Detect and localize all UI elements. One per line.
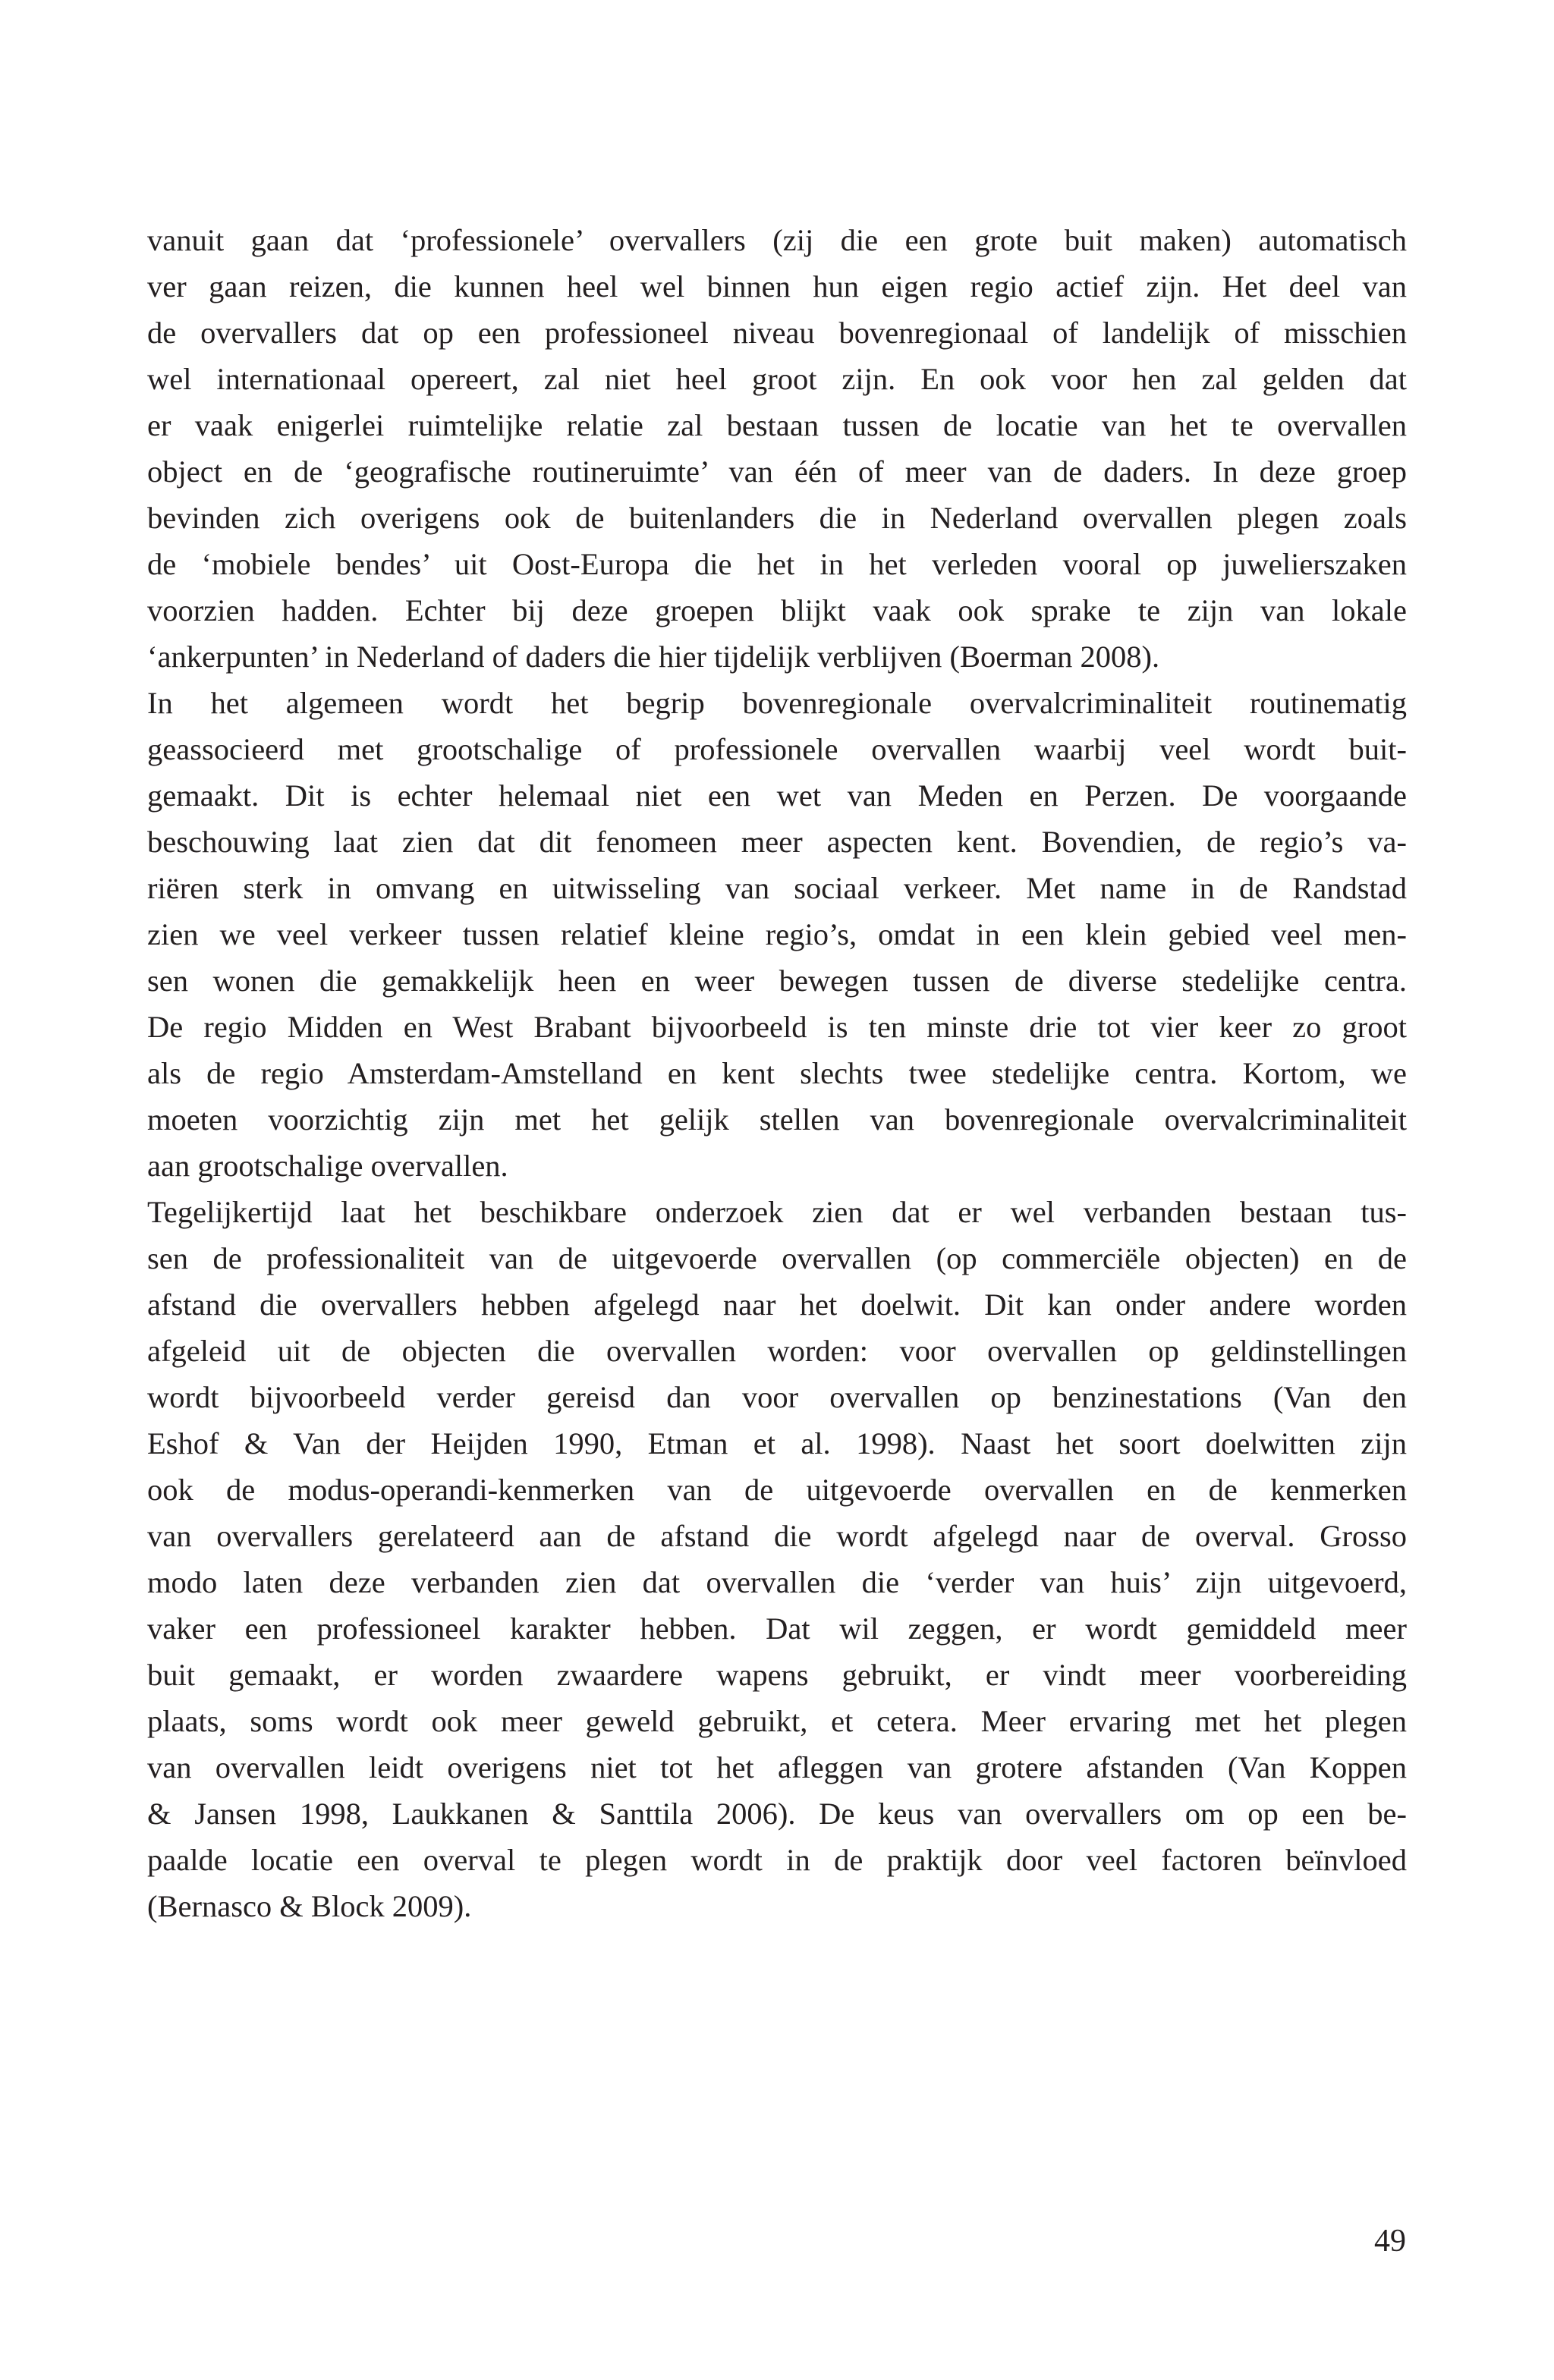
- text-line: Eshof & Van der Heijden 1990, Etman et al. 1998). Naast het soort doelwitten zijn: [147, 1426, 1407, 1460]
- text-line: van overvallers gerelateerd aan de afstand die wordt afgelegd naar de overval. Grosso: [147, 1519, 1407, 1553]
- text-line: de ‘mobiele bendes’ uit Oost-Europa die het in het verleden vooral op juwelierszaken: [147, 547, 1407, 581]
- text-line: object en de ‘geografische routineruimte’ van één of meer van de daders. In deze groep: [147, 454, 1407, 489]
- text-line: buit gemaakt, er worden zwaardere wapens gebruikt, er vindt meer voorbereiding: [147, 1658, 1407, 1692]
- text-line: vanuit gaan dat ‘professionele’ overvallers (zij die een grote buit maken) automatisch: [147, 223, 1407, 257]
- paragraph-2: [147, 680, 1407, 1189]
- text-line: de overvallers dat op een professioneel niveau bovenregionaal of landelijk of misschien: [147, 316, 1407, 350]
- text-line: ver gaan reizen, die kunnen heel wel binnen hun eigen regio actief zijn. Het deel van: [147, 269, 1407, 303]
- text-line: Tegelijkertijd laat het beschikbare onderzoek zien dat er wel verbanden bestaan tus-: [147, 1195, 1407, 1229]
- text-line: afstand die overvallers hebben afgelegd naar het doelwit. Dit kan onder andere worden: [147, 1287, 1407, 1322]
- text-line: riëren sterk in omvang en uitwisseling van sociaal verkeer. Met name in de Randstad: [147, 871, 1407, 905]
- text-line: In het algemeen wordt het begrip bovenregionale overvalcriminaliteit routinematig: [147, 686, 1407, 720]
- text-line: gemaakt. Dit is echter helemaal niet een wet van Meden en Perzen. De voorgaande: [147, 778, 1407, 813]
- text-line: moeten voorzichtig zijn met het gelijk stellen van bovenregionale overvalcriminaliteit: [147, 1102, 1407, 1137]
- text-line: geassocieerd met grootschalige of professionele overvallen waarbij veel wordt buit-: [147, 732, 1407, 766]
- text-line: voorzien hadden. Echter bij deze groepen blijkt vaak ook sprake te zijn van lokale: [147, 593, 1407, 627]
- text-line: beschouwing laat zien dat dit fenomeen meer aspecten kent. Bovendien, de regio’s va-: [147, 825, 1407, 859]
- text-line: wordt bijvoorbeeld verder gereisd dan voor overvallen op benzinestations (Van den: [147, 1380, 1407, 1414]
- text-line: plaats, soms wordt ook meer geweld gebruikt, et cetera. Meer ervaring met het plegen: [147, 1704, 1407, 1738]
- paragraph-3: [147, 1189, 1407, 1929]
- text-line: aan grootschalige overvallen.: [147, 1149, 508, 1183]
- text-line: paalde locatie een overval te plegen wordt in de praktijk door veel factoren beïnvloed: [147, 1843, 1407, 1877]
- text-line: bevinden zich overigens ook de buitenlanders die in Nederland overvallen plegen zoals: [147, 501, 1407, 535]
- text-line: modo laten deze verbanden zien dat overvallen die ‘verder van huis’ zijn uitgevoerd,: [147, 1565, 1407, 1599]
- text-line: sen de professionaliteit van de uitgevoerde overvallen (op commerciële objecten) en de: [147, 1241, 1407, 1275]
- text-line: (Bernasco & Block 2009).: [147, 1889, 472, 1923]
- text-line: vaker een professioneel karakter hebben. Dat wil zeggen, er wordt gemiddeld meer: [147, 1611, 1407, 1646]
- text-line: als de regio Amsterdam-Amstelland en kent slechts twee stedelijke centra. Kortom, we: [147, 1056, 1407, 1090]
- text-line: De regio Midden en West Brabant bijvoorbeeld is ten minste drie tot vier keer zo groot: [147, 1010, 1407, 1044]
- text-line: & Jansen 1998, Laukkanen & Santtila 2006). De keus van overvallers om op een be-: [147, 1797, 1407, 1831]
- text-line: er vaak enigerlei ruimtelijke relatie zal bestaan tussen de locatie van het te overvallen: [147, 408, 1407, 442]
- paragraph-1: [147, 217, 1407, 680]
- text-line: zien we veel verkeer tussen relatief kleine regio’s, omdat in een klein gebied veel men-: [147, 917, 1407, 951]
- body-text: [147, 217, 1407, 1929]
- text-line: ‘ankerpunten’ in Nederland of daders die hier tijdelijk verblijven (Boerman 2008).: [147, 640, 1160, 674]
- text-line: afgeleid uit de objecten die overvallen worden: voor overvallen op geldinstellingen: [147, 1334, 1407, 1368]
- text-line: sen wonen die gemakkelijk heen en weer bewegen tussen de diverse stedelijke centra.: [147, 964, 1407, 998]
- text-line: ook de modus-operandi-kenmerken van de uitgevoerde overvallen en de kenmerken: [147, 1473, 1407, 1507]
- page-number: 49: [1374, 2224, 1406, 2259]
- text-line: wel internationaal opereert, zal niet heel groot zijn. En ook voor hen zal gelden dat: [147, 362, 1407, 396]
- text-line: van overvallen leidt overigens niet tot het afleggen van grotere afstanden (Van Koppen: [147, 1750, 1407, 1784]
